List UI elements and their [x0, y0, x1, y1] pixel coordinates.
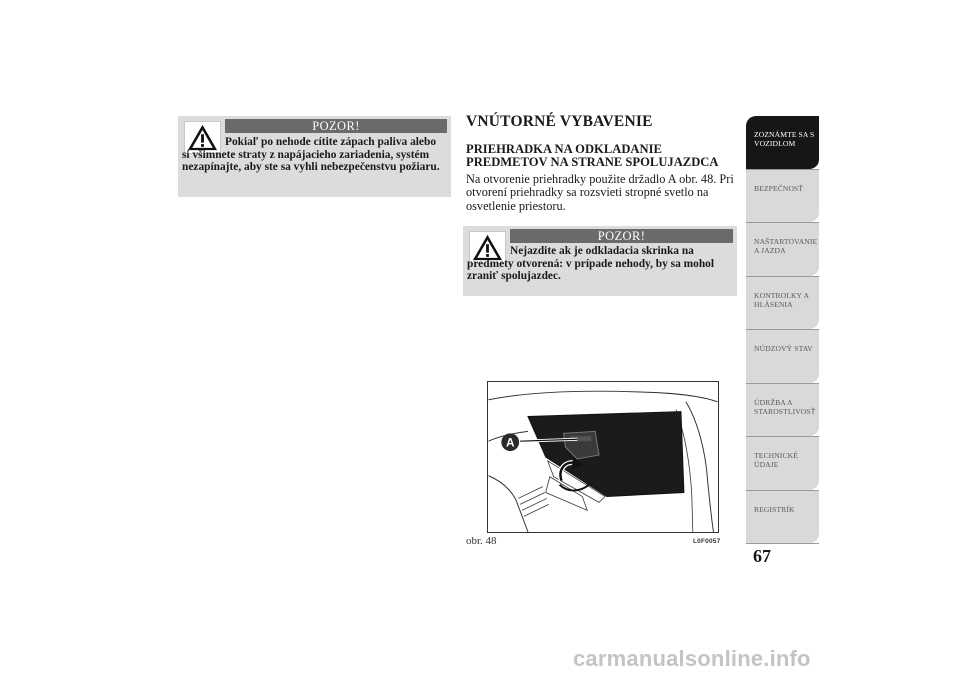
tab-vehicle[interactable]: [746, 116, 819, 170]
figure-caption: obr. 48: [466, 535, 497, 547]
tab-label: KONTROLKY A HLÁSENIA: [754, 290, 810, 309]
tab-starting-driving[interactable]: [746, 223, 819, 277]
glovebox-illustration: [487, 381, 719, 533]
warning-text: Nejazdite ak je odkladacia skrinka na predmety otvorená: v prípade nehody, by sa mohol zraniť spolujazdec.: [467, 245, 715, 283]
tab-emergency[interactable]: [746, 330, 819, 384]
tab-maintenance[interactable]: [746, 384, 819, 438]
tab-warning-lights[interactable]: [746, 277, 819, 331]
tab-label: ZOZNÁMTE SA S VOZIDLOM: [754, 130, 815, 149]
chapter-tabs: [746, 116, 819, 544]
tab-label: TECHNICKÉ ÚDAJE: [754, 451, 798, 470]
callout-marker-a: A: [505, 435, 515, 450]
tab-label: REGISTRÍK: [754, 504, 795, 514]
watermark: carmanualsonline.info: [573, 646, 811, 671]
page-number: 67: [753, 546, 771, 566]
tab-technical-data[interactable]: [746, 437, 819, 491]
warning-text: Pokiaľ po nehode cítite zápach paliva alebo si všimnete straty z napájacieho zariadenia, systém nezapínajte, aby ste sa vyhli nebezpečenstvu požiaru.: [182, 136, 440, 174]
warning-title: POZOR!: [225, 119, 447, 133]
tab-safety[interactable]: [746, 170, 819, 224]
tab-index[interactable]: [746, 491, 819, 545]
fuel-leak-warning-box: [178, 116, 451, 197]
tab-label: NAŠTARTOVANIE A JAZDA: [754, 237, 818, 256]
section-title: VNÚTORNÉ VYBAVENIE: [466, 113, 653, 130]
subsection-title: PRIEHRADKA NA ODKLADANIE PREDMETOV NA STRANE SPOLUJAZDCA: [466, 142, 719, 169]
warning-title: POZOR!: [510, 229, 733, 243]
tab-label: NÚDZOVÝ STAV: [754, 344, 813, 353]
body-paragraph: Na otvorenie priehradky použite držadlo A obr. 48. Pri otvorení priehradky sa rozsvieti stropné svetlo na osvetlenie priestoru.: [466, 172, 734, 213]
figure-code: L0F0057: [693, 538, 721, 545]
glovebox-warning-box: [463, 226, 737, 296]
tab-label: ÚDRŽBA A STAROSTLIVOSŤ: [754, 397, 816, 416]
tab-label: BEZPEČNOSŤ: [754, 183, 804, 193]
